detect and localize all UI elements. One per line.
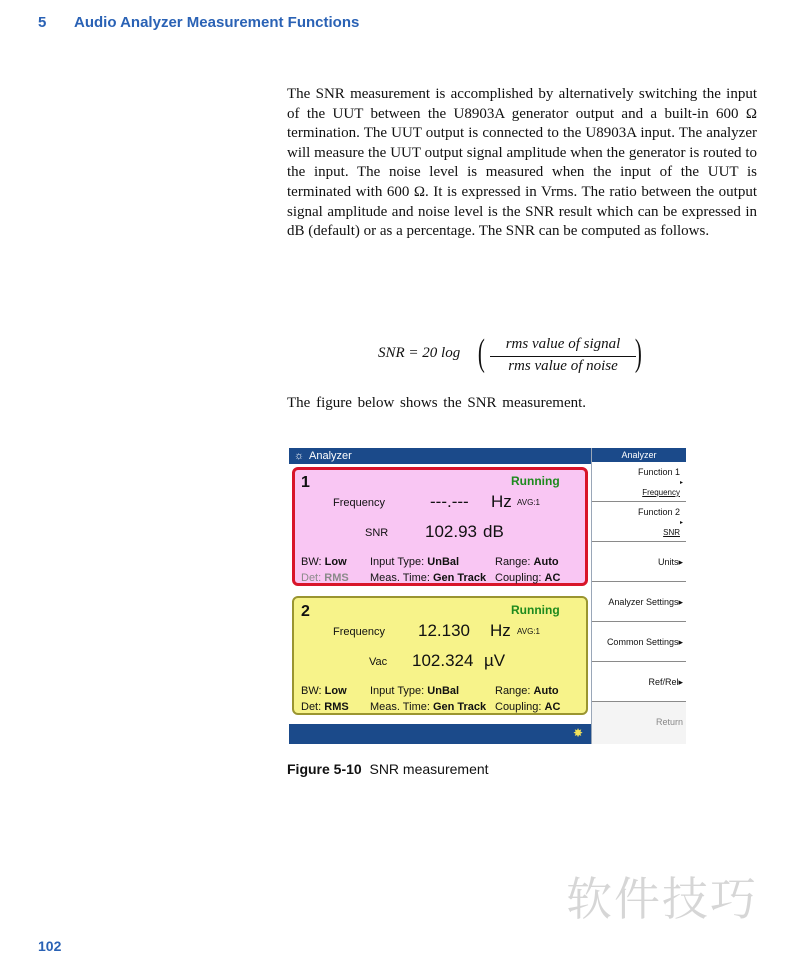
meas-time-value: Gen Track [432, 701, 487, 713]
row2-label: SNR [365, 527, 389, 539]
det-label: Det: [301, 572, 322, 584]
arrow-right-icon: ▸ [679, 480, 683, 486]
measurement-panel-1[interactable] [292, 467, 588, 586]
softkey-label: Analyzer Settings [608, 597, 679, 607]
measurement-panel-2[interactable] [292, 596, 588, 715]
chapter-title: Audio Analyzer Measurement Functions [74, 14, 360, 31]
range-value: Auto [533, 556, 559, 568]
range-label: Range: [495, 685, 531, 697]
input-type-value: UnBal [427, 556, 460, 568]
range-value: Auto [533, 685, 559, 697]
window-titlebar [289, 448, 591, 464]
row2-value: 102.324 [412, 651, 474, 670]
panel-number: 1 [301, 474, 310, 491]
avg-count: AVG:1 [517, 498, 540, 507]
softkey-label: Return [655, 717, 683, 727]
softkey-function-1[interactable] [592, 462, 686, 502]
softkey-units[interactable] [592, 542, 686, 582]
softkey-value: Frequency [642, 488, 680, 497]
det-label: Det: [301, 701, 322, 713]
figure-title: SNR measurement [369, 761, 489, 777]
row2-unit: µV [484, 651, 506, 670]
det-value: RMS [324, 701, 349, 713]
coupling-label: Coupling: [495, 701, 542, 713]
softkey-ref-rel[interactable] [592, 662, 686, 702]
status-running: Running [511, 603, 560, 617]
arrow-right-icon: ▸ [678, 557, 683, 567]
arrow-right-icon: ▸ [678, 677, 683, 687]
figure-intro: The figure below shows the SNR measurement. [287, 395, 587, 411]
avg-count: AVG:1 [517, 627, 540, 636]
formula-close-paren: ) [634, 332, 642, 374]
softkey-return[interactable] [592, 702, 686, 742]
bw-label: BW: [301, 556, 322, 568]
status-bar [289, 724, 591, 744]
page-number: 102 [38, 938, 62, 954]
range-label: Range: [495, 556, 531, 568]
sun-icon: ✸ [572, 726, 583, 740]
coupling-value: AC [544, 701, 561, 713]
softkey-label: Function 2 [637, 507, 680, 517]
softkey-common-settings[interactable] [592, 622, 686, 662]
meas-time-label: Meas. Time: [370, 701, 430, 713]
row1-value: ---.--- [430, 492, 469, 511]
softkey-label: Common Settings [606, 637, 679, 647]
input-type-label: Input Type: [370, 685, 425, 697]
softkey-value: SNR [663, 528, 680, 537]
figure-caption [287, 761, 489, 777]
figure-label: Figure 5-10 [287, 761, 362, 777]
sun-icon: ☼ [294, 450, 305, 462]
arrow-right-icon: ▸ [679, 520, 683, 526]
softkey-function-2[interactable] [592, 502, 686, 542]
row1-label: Frequency [333, 497, 385, 509]
row2-unit: dB [483, 522, 504, 541]
coupling-label: Coupling: [495, 572, 542, 584]
formula-lhs: SNR = 20 log [378, 345, 461, 361]
softkey-label: Units [657, 557, 679, 567]
bw-value: Low [324, 556, 347, 568]
formula-denominator: rms value of noise [508, 358, 618, 374]
softkey-title: Analyzer [592, 448, 686, 462]
row1-unit: Hz [491, 492, 512, 511]
row1-label: Frequency [333, 626, 385, 638]
coupling-value: AC [544, 572, 561, 584]
arrow-right-icon: ▸ [678, 597, 683, 607]
softkey-label: Ref/Rel [648, 677, 679, 687]
analyzer-screenshot [289, 448, 685, 744]
softkey-label: Function 1 [637, 467, 680, 477]
bw-label: BW: [301, 685, 322, 697]
row1-value: 12.130 [418, 621, 470, 640]
formula-open-paren: ( [477, 332, 485, 374]
formula-numerator: rms value of signal [490, 336, 636, 357]
bw-value: Low [324, 685, 347, 697]
row2-value: 102.93 [425, 522, 477, 541]
watermark: 软件技巧 [566, 872, 758, 926]
arrow-right-icon: ▸ [678, 637, 683, 647]
body-paragraph: The SNR measurement is accomplished by alternatively switching the input of the UUT between the U8903A generator output and a built-in 600 Ω termination. The UUT output is connected to the U8903A input. The analyzer will measure the UUT output signal amplitude when the generator is routed to the input. The noise level is measured when the input of the UUT is terminated with 600 Ω. It is expressed in Vrms. The ratio between the output signal amplitude and noise level is the SNR result which can be expressed in dB (default) or as a percentage. The SNR can be computed as follows. [287, 86, 757, 240]
panel-number: 2 [301, 603, 310, 620]
softkey-analyzer-settings[interactable] [592, 582, 686, 622]
softkey-menu [591, 448, 686, 744]
row1-unit: Hz [490, 621, 511, 640]
det-value: RMS [324, 572, 349, 584]
meas-time-value: Gen Track [432, 572, 487, 584]
input-type-value: UnBal [427, 685, 460, 697]
input-type-label: Input Type: [370, 556, 425, 568]
window-title: Analyzer [309, 450, 352, 462]
row2-label: Vac [369, 656, 388, 668]
status-running: Running [511, 474, 560, 488]
chapter-number: 5 [38, 14, 47, 31]
formula-fraction [490, 336, 636, 375]
meas-time-label: Meas. Time: [370, 572, 430, 584]
